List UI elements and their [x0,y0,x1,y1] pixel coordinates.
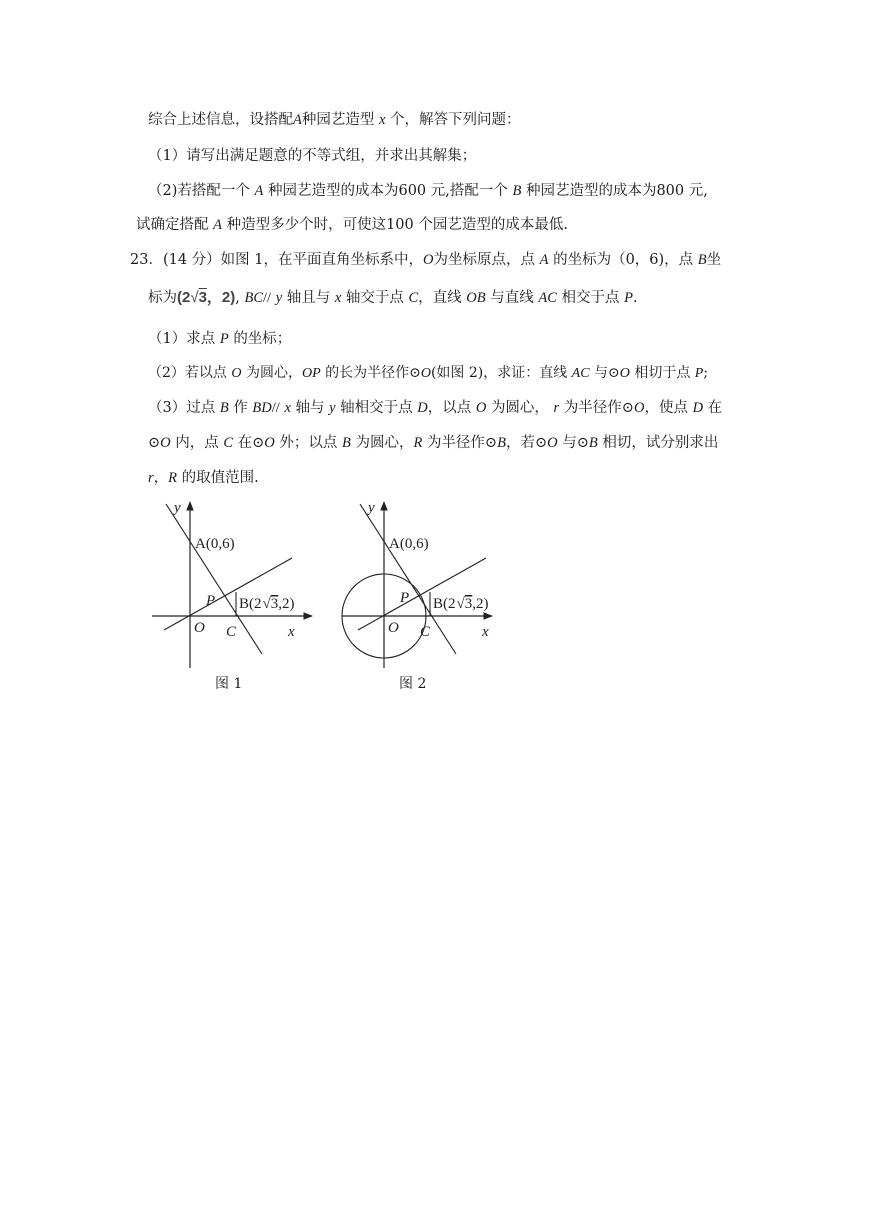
q2-text: 种园艺造型的成本为800 元, [525,183,708,199]
figure-1 [150,496,320,676]
var-B: B [588,435,598,451]
var-r: r [148,470,154,486]
sub-question-3-line-2 [148,433,718,453]
s3-text: 与⊙ [562,435,589,451]
var-O: O [231,366,242,381]
q2-text: 种园艺造型的成本为600 元,搭配一个 [267,183,508,199]
s3-text: 在 [707,400,723,416]
p23-text: 坐 [706,252,722,268]
line-AC [360,504,456,654]
s3-text: 的取值范围. [181,470,259,486]
s2-text: ; [703,365,709,381]
var-A: A [293,112,302,128]
intro-line [148,110,521,130]
question-2-line-2 [136,215,568,235]
problem-23-header [130,250,721,270]
p23-text: , [235,290,240,306]
var-B: B [512,183,522,199]
question-2-line-1 [148,181,708,201]
var-r: r [553,400,560,416]
point-label-B-root: 3 [464,596,473,612]
var-y: y [329,400,336,416]
var-x: x [284,400,291,416]
sub-question-3-line-3 [148,468,259,488]
point-label-O: O [388,620,399,636]
var-B: B [497,435,506,451]
var-A: A [539,252,549,268]
var-O: O [264,435,275,451]
s3-text: 轴与 [295,400,325,416]
var-O: O [633,400,645,416]
p23-text: 标为 [148,290,177,306]
s2-text: 相切于点 [634,365,691,381]
s3-text: （3）过点 [148,400,216,416]
s3-text: ⊙ [148,435,161,451]
point-label-B [239,596,294,612]
s2-text: 的长为半径作⊙ [325,365,421,381]
var-P: P [694,366,704,381]
figure-1-diagram [150,496,320,676]
p23-text: 23．(14 分）如图 1，在平面直角坐标系中， [130,252,424,268]
sqrt-sign: √ [456,596,465,612]
s3-text: ，以点 [427,400,472,416]
var-D: D [417,400,428,416]
s3-text: 为半径作⊙ [563,400,634,416]
p23-text: 为坐标原点，点 [433,252,535,268]
s3-text: ，使点 [644,400,688,416]
s3-text: 为圆心， [490,400,549,416]
point-label-B-post: ,2) [472,596,489,612]
var-O: O [619,366,630,381]
var-O: O [423,252,434,268]
point-label-B-pre: B(2 [433,596,456,612]
coord-root: 3 [198,289,207,306]
s3-text: 外；以点 [279,435,338,451]
intro-text: 综合上述信息，设搭配 [148,112,293,128]
s1-text: （1）求点 [148,331,216,347]
s3-text: 为圆心， [355,435,414,451]
p23-text: . [632,290,638,306]
q2-text: （2)若搭配一个 [148,183,250,199]
var-O: O [475,400,487,416]
point-label-P: P [400,590,410,606]
var-B: B [219,400,229,416]
s3-text: 作 [233,400,248,416]
var-A: A [213,217,222,233]
s3-text: 轴相交于点 [340,400,413,416]
coord-part: ，2) [206,289,236,306]
point-label-C: C [420,624,431,640]
problem-23-line-2 [148,288,638,308]
intro-text: 个，解答下列问题： [390,112,521,128]
axis-label-x: x [482,624,489,640]
var-D: D [692,400,704,416]
q2-text: 种造型多少个时，可使这100 个园艺造型的成本最低. [226,217,568,233]
var-R: R [413,435,423,451]
p23-text: 与直线 [490,290,534,306]
var-P: P [219,331,229,347]
s2-text: 为圆心， [245,365,302,381]
var-P: P [624,290,633,306]
parallel-symbol: // [271,400,280,416]
var-BD: BD [252,400,272,416]
s2-text: （2）若以点 [148,365,227,381]
p23-text: 相交于点 [561,290,620,306]
figure-2-diagram [340,496,510,676]
line-OB [358,558,489,630]
s3-text: ， [153,470,169,486]
var-A: A [254,183,264,199]
p23-text: 轴交于点 [345,290,404,306]
coord-part: (2 [177,289,191,306]
point-label-C: C [226,624,237,640]
intro-text: 种园艺造型 [301,112,375,128]
var-C: C [223,435,234,451]
s3-text: ，若⊙ [505,435,548,451]
var-O: O [160,435,171,451]
sub-question-3-line-1 [148,398,722,418]
point-label-A: A(0,6) [195,536,235,552]
p23-text: 的坐标为（0，6)，点 [553,252,694,268]
var-O: O [420,366,431,381]
s2-text: 与⊙ [594,365,620,381]
p23-text: 轴且与 [286,290,331,306]
figure-2 [340,496,510,676]
line-OB [164,558,295,630]
var-OB: OB [466,290,486,306]
point-label-P: P [206,593,216,609]
axis-label-y: y [368,500,375,516]
line-AC [166,504,262,654]
var-BC: BC [244,290,264,306]
point-label-B [433,596,488,612]
point-label-B-pre: B(2 [239,596,262,612]
q2-text: 试确定搭配 [136,217,209,233]
p23-text: ，直线 [418,290,462,306]
s3-text: 相切，试分别求出 [602,435,719,451]
s3-text: 内，点 [175,435,219,451]
point-label-B-root: 3 [270,596,279,612]
var-O: O [547,435,558,451]
var-R: R [168,470,178,486]
sub-question-2 [148,363,708,384]
figure-2-caption: 图 2 [399,676,427,692]
s3-text: 在⊙ [237,435,265,451]
var-x: x [378,112,386,128]
var-AC: AC [538,290,557,306]
s3-text: 为半径作⊙ [426,435,498,451]
var-C: C [408,290,419,306]
s1-text: 的坐标； [233,331,292,347]
sqrt-sign: √ [262,596,271,612]
var-x: x [334,290,342,306]
point-label-O: O [194,620,205,636]
var-y: y [275,290,283,306]
var-B: B [342,435,351,451]
parallel-symbol: // [263,290,272,306]
question-1: （1）请写出满足题意的不等式组，并求出其解集； [148,148,477,164]
sub-question-1 [148,329,291,349]
var-OP: OP [301,366,321,381]
point-label-B-post: ,2) [278,596,295,612]
axis-label-x: x [288,624,295,640]
var-AC: AC [571,366,590,381]
axis-label-y: y [174,500,181,516]
coordinate-B: (2√3，2) [177,289,236,306]
s2-text: (如图 2)，求证：直线 [430,365,568,381]
figure-1-caption: 图 1 [215,676,243,692]
point-label-A: A(0,6) [389,536,429,552]
var-B: B [697,252,707,268]
